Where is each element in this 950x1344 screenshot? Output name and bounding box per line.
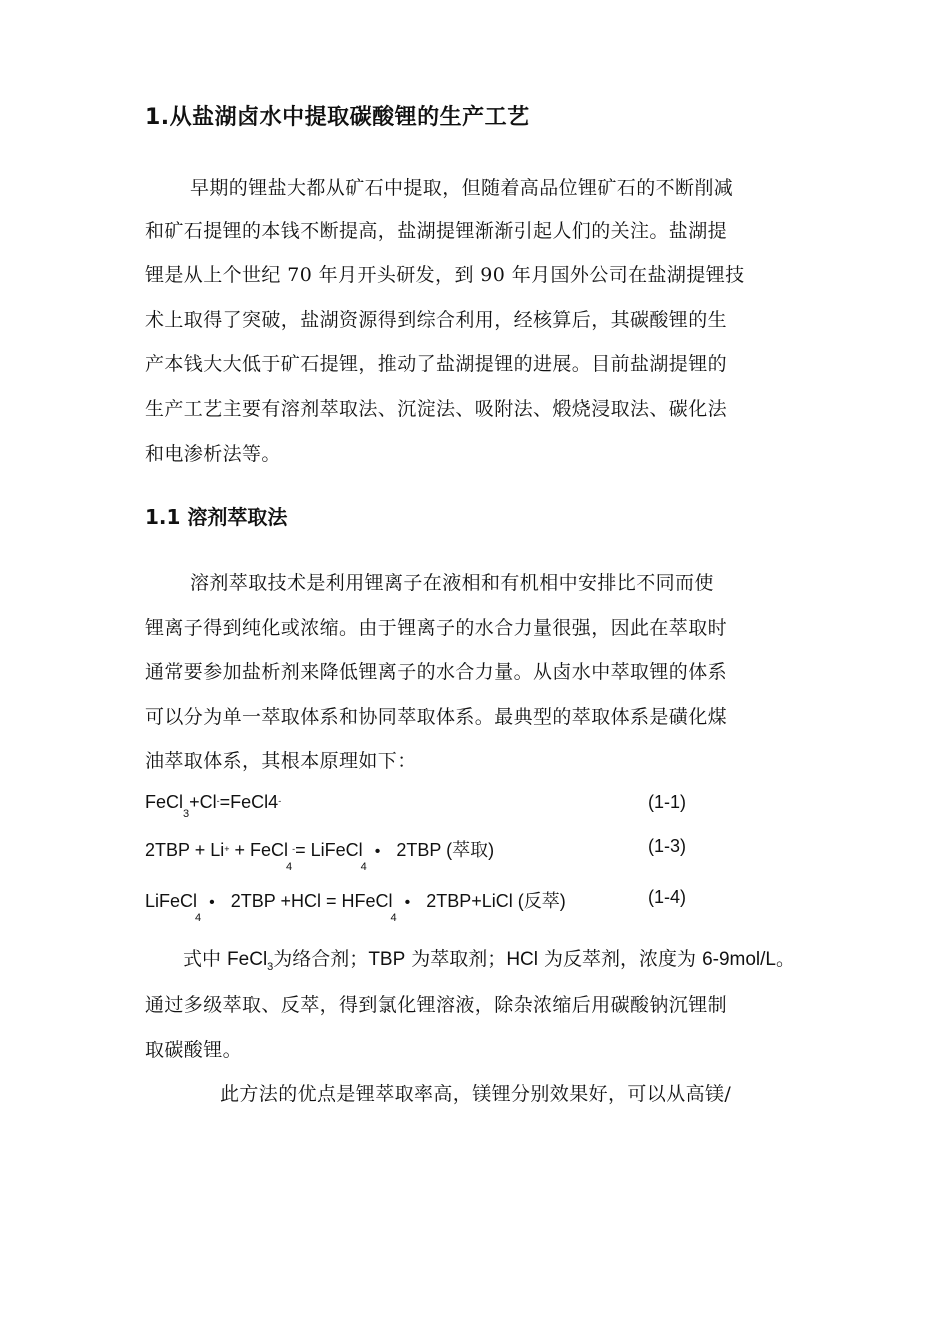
paragraph-line: 可以分为单一萃取体系和协同萃取体系。最典型的萃取体系是磺化煤 — [145, 706, 728, 728]
eq-subscript: 4 — [390, 912, 397, 924]
text: 6-9mol/L — [702, 949, 776, 970]
subsection-heading: 1.1 溶剂萃取法 — [145, 505, 288, 529]
paragraph-line: 溶剂萃取技术是利用锂离子在液相和有机相中安排比不同而使 — [190, 572, 714, 594]
paragraph-line: 和矿石提锂的本钱不断提高，盐湖提锂渐渐引起人们的关注。盐湖提 — [145, 220, 728, 242]
paragraph-line: 锂是从上个世纪 70 年月开头研发，到 90 年月国外公司在盐湖提锂技 — [145, 264, 745, 286]
paragraph-line: 此方法的优点是锂萃取率高，镁锂分别效果好，可以从高镁/ — [220, 1083, 732, 1105]
eq-text: 2TBP+LiCl (反萃) — [426, 891, 566, 911]
equation-number: (1-4) — [648, 887, 687, 907]
eq-subscript: 4 — [195, 912, 202, 924]
text: 为反萃剂，浓度为 — [537, 948, 703, 970]
text: 。 — [776, 948, 796, 970]
paragraph-line: 取碳酸锂。 — [145, 1039, 243, 1061]
middle-dot: • — [209, 894, 215, 911]
eq-subscript: 4 — [360, 861, 367, 873]
equation-number: (1-1) — [648, 792, 687, 812]
eq-subscript: 4 — [286, 861, 293, 873]
text: 式中 — [183, 948, 228, 970]
paragraph-line: 和电渗析法等。 — [145, 443, 281, 465]
paragraph-line: 生产工艺主要有溶剂萃取法、沉淀法、吸附法、煅烧浸取法、碳化法 — [145, 398, 728, 420]
equation-1-1 — [145, 792, 281, 820]
paragraph-line: 术上取得了突破，盐湖资源得到综合利用，经核算后，其碳酸锂的生 — [145, 309, 728, 331]
eq-text: + FeCl — [229, 840, 289, 860]
text: TBP — [368, 949, 406, 970]
eq-text: =FeCl4 — [219, 792, 279, 812]
eq-text: = LiFeCl — [295, 840, 363, 860]
eq-superscript: - — [292, 844, 296, 854]
eq-superscript: - — [278, 796, 282, 806]
paragraph-line: 油萃取体系，其根本原理如下： — [145, 750, 417, 772]
paragraph-line — [183, 944, 795, 973]
text: 为萃取剂； — [405, 948, 507, 970]
eq-subscript: 3 — [183, 808, 190, 820]
equation-1-4 — [145, 887, 566, 924]
equation-1-3 — [145, 836, 495, 873]
eq-text: FeCl — [145, 792, 184, 812]
paragraph-line: 早期的锂盐大都从矿石中提取，但随着高品位锂矿石的不断削减 — [190, 177, 734, 199]
eq-text: 2TBP (萃取) — [396, 840, 495, 860]
text: HCl — [506, 949, 538, 970]
paragraph-line: 产本钱大大低于矿石提锂，推动了盐湖提锂的进展。目前盐湖提锂的 — [145, 353, 728, 375]
text: 为络合剂； — [273, 948, 369, 970]
equation-number: (1-3) — [648, 836, 687, 856]
middle-dot: • — [404, 894, 411, 911]
eq-superscript: + — [224, 844, 230, 854]
eq-text: LiFeCl — [145, 891, 198, 911]
middle-dot: • — [374, 843, 381, 860]
section-heading: 1.从盐湖卤水中提取碳酸锂的生产工艺 — [145, 105, 530, 130]
paragraph-line: 通常要参加盐析剂来降低锂离子的水合力量。从卤水中萃取锂的体系 — [145, 661, 728, 683]
subscript: 3 — [267, 960, 274, 973]
paragraph-line: 通过多级萃取、反萃，得到氯化锂溶液，除杂浓缩后用碳酸钠沉锂制 — [145, 994, 728, 1016]
eq-text: 2TBP +HCl = HFeCl — [230, 891, 393, 911]
text: FeCl — [227, 949, 268, 970]
eq-superscript: - — [216, 796, 220, 806]
paragraph-line: 锂离子得到纯化或浓缩。由于锂离子的水合力量很强，因此在萃取时 — [145, 617, 728, 639]
eq-text: +Cl — [189, 792, 217, 812]
eq-text: 2TBP + Li — [145, 840, 225, 860]
